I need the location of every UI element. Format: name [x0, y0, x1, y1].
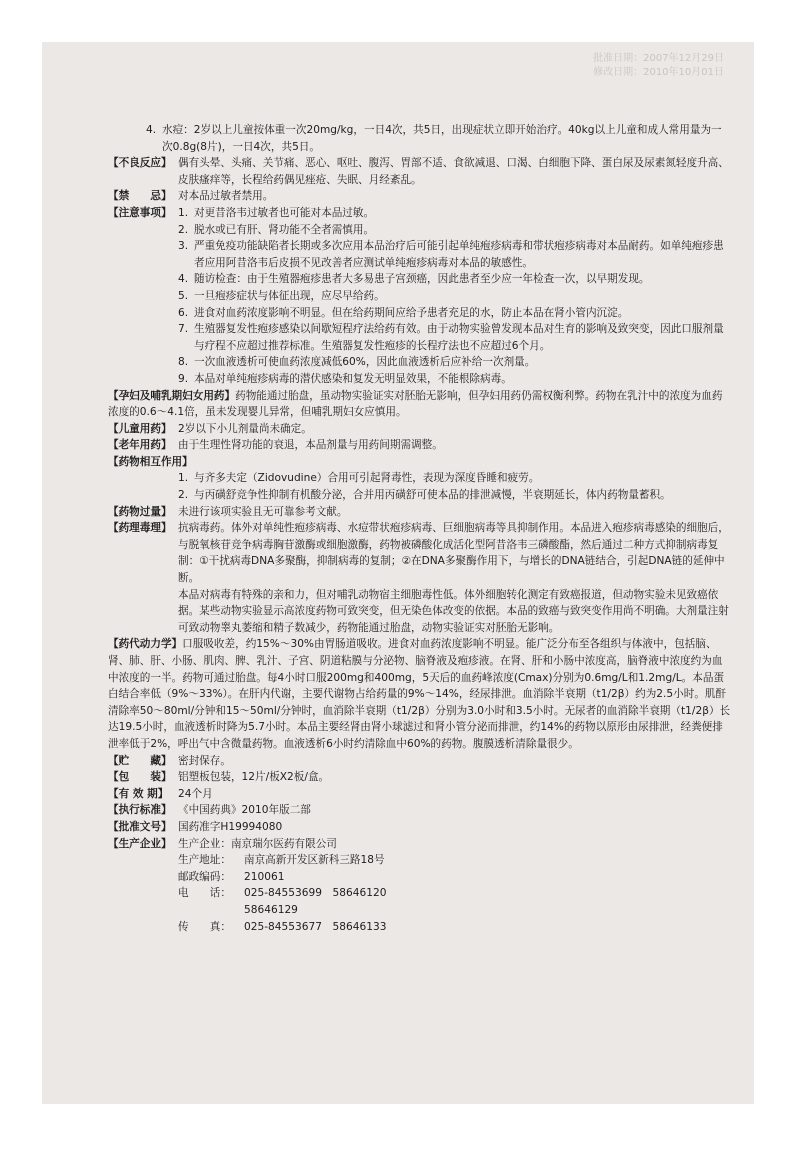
section-body: [178, 819, 732, 836]
section-label: 【药理毒理】: [108, 522, 172, 535]
section-body: [178, 155, 732, 188]
contact-key: 电 话：: [178, 887, 231, 900]
contact-value: 025-84553699 58646120: [244, 887, 387, 900]
section-body: [178, 504, 732, 521]
header-ghost-text: 批准日期：2007年12月29日 修改日期：2010年10月01日: [593, 53, 724, 78]
section-text: 铝塑板包装，12片/板X2板/盒。: [178, 771, 330, 784]
section-row: [108, 504, 732, 521]
leaflet-sections: [108, 155, 732, 852]
dosage-item-4: 4. 水痘：2岁以上儿童按体重一次20mg/kg，一日4次，共5日，出现症状立即开始治疗。40kg以上儿童和成人常用量为一次0.8g(8片)，一日4次，共5日。: [146, 124, 722, 153]
section-body: [178, 786, 732, 803]
section-body: [178, 753, 732, 770]
section-row: [108, 520, 732, 636]
section-label: 【有 效 期】: [108, 787, 169, 800]
list-item-text: 与齐多夫定（Zidovudine）合用可引起肾毒性，表现为深度昏睡和疲劳。: [194, 472, 540, 485]
list-item-text: 与丙磺舒竞争性抑制有机酸分泌，合并用丙磺舒可使本品的排泄减慢，半衰期延长，体内药物量蓄积。: [194, 489, 671, 502]
section-body: [178, 205, 732, 388]
section-row: [108, 205, 732, 388]
list-item-text: 本品对单纯疱疹病毒的潜伏感染和复发无明显效果，不能根除病毒。: [194, 372, 512, 385]
list-item-number: 7.: [178, 323, 189, 336]
section-row: [108, 636, 732, 752]
section-row: [108, 155, 732, 188]
list-item-text: 进食对血药浓度影响不明显。但在给药期间应给予患者充足的水，防止本品在肾小管内沉淀。: [194, 306, 629, 319]
list-item-number: 2.: [178, 489, 189, 502]
list-item: [178, 321, 732, 354]
list-item: [178, 271, 732, 288]
list-item: [178, 205, 732, 222]
contact-row: [178, 919, 732, 936]
contact-row: [178, 869, 732, 886]
contact-value: 58646129: [244, 903, 298, 916]
list-item-number: 1.: [178, 472, 189, 485]
list-item-number: 9.: [178, 372, 189, 385]
contact-value: 025-84553677 58646133: [244, 920, 387, 933]
list-item-text: 一次血液透析可使血药浓度减低60%，因此血液透析后应补给一次剂量。: [194, 356, 536, 369]
section-text: 【药代动力学】口服吸收差，约15%～30%由胃肠道吸收。进食对血药浓度影响不明显。能广泛分布至各组织与体液中，包括脑、肾、肺、肝、小肠、肌肉、脾、乳汁、子宫、阴道粘膜与分泌物、脑脊液及疱疹液。在肾、肝和小肠中浓度高，脑脊液中浓度约为血中浓度的一半。药物可通过胎盘。每4小时口服200mg和400mg，5天后的血药峰浓度(Cmax)分别为0.6mg/L和1.2mg/L。本品蛋白结合率低（9%～33%）。在肝内代谢，主要代谢物占给药量的9%～14%，经尿排泄。血消除半衰期（t1/2β）约为2.5小时。肌酐清除率50～80ml/分钟和15～50ml/分钟时，血消除半衰期（t1/2β）分别为3.0小时和3.5小时。无尿者的血消除半衰期（t1/2β）长达19.5小时，血液透析时降为5.7小时。本品主要经肾由肾小球滤过和肾小管分泌而排泄，约14%的药物以原形由尿排泄，经粪便排泄率低于2%，呼出气中含微量药物。血液透析6小时约清除血中60%的药物。腹膜透析清除量很少。: [108, 638, 731, 750]
section-text: 24个月: [178, 787, 213, 800]
section-row: [108, 470, 732, 503]
list-item: [178, 487, 732, 504]
section-text: 密封保存。: [178, 754, 231, 767]
section-text: 【孕妇及哺乳期妇女用药】药物能通过胎盘，虽动物实验证实对胚胎无影响，但孕妇用药仍需权衡利弊。药物在乳汁中的浓度为血药浓度的0.6～4.1倍，虽未发现婴儿异常，但哺乳期妇女应慎用。: [108, 389, 723, 419]
contact-key: 传 真：: [178, 920, 231, 933]
section-label: 【儿童用药】: [108, 422, 172, 435]
section-row: [108, 421, 732, 438]
section-text-more: 本品对病毒有特殊的亲和力，但对哺乳动物宿主细胞毒性低。体外细胞转化测定有致癌报道，但动物实验未见致癌依据。某些动物实验显示高浓度药物可致突变，但无染色体改变的依据。本品的致癌与致突变作用尚不明确。大剂量注射可致动物睾丸萎缩和精子数减少，药物能通过胎盘，动物实验证实对胚胎无影响。: [178, 588, 729, 634]
section-text: 2岁以下小儿剂量尚未确定。: [178, 422, 312, 435]
section-text: 未进行该项实验且无可靠参考文献。: [178, 505, 348, 518]
section-body: [178, 188, 732, 205]
section-label: 【生产企业】: [108, 837, 172, 850]
list-item: [178, 354, 732, 371]
contact-key: 生产地址：: [178, 854, 231, 867]
section-text: 国药准字H19994080: [178, 820, 283, 833]
section-body: [178, 470, 732, 503]
contact-value: 210061: [244, 870, 285, 883]
list-item: [178, 470, 732, 487]
list-item: [178, 238, 732, 271]
section-body: [178, 836, 732, 853]
section-row: [108, 388, 732, 421]
list-item: [178, 222, 732, 239]
section-label: 【批准文号】: [108, 820, 172, 833]
section-text: 对本品过敏者禁用。: [178, 190, 274, 203]
section-label: 【包 装】: [108, 771, 172, 784]
section-text: [108, 454, 732, 471]
section-label: 【老年用药】: [108, 439, 172, 452]
section-label: 【注意事项】: [108, 206, 172, 219]
list-item: [178, 305, 732, 322]
section-body: [178, 437, 732, 454]
contact-key: 邮政编码：: [178, 870, 231, 883]
list-item: [178, 288, 732, 305]
contact-row: [178, 852, 732, 869]
section-row: [108, 836, 732, 853]
list-item-text: 对更昔洛韦过敏者也可能对本品过敏。: [194, 206, 375, 219]
section-label: 【药物过量】: [108, 505, 172, 518]
section-row: [108, 786, 732, 803]
list-item-text: 脱水或已有肝、肾功能不全者需慎用。: [194, 223, 375, 236]
contact-value: 南京高新开发区新科三路18号: [244, 854, 385, 867]
section-row: [108, 188, 732, 205]
list-item-text: 随访检查：由于生殖器疱疹患者大多易患子宫颈癌，因此患者至少应一年检查一次，以早期发现。: [194, 273, 650, 286]
section-text: 《中国药典》2010年版二部: [178, 804, 311, 817]
section-label: 【药代动力学】: [108, 638, 183, 651]
section-text: 由于生理性肾功能的衰退，本品剂量与用药间期需调整。: [178, 439, 443, 452]
section-label: 【不良反应】: [108, 157, 172, 170]
section-label: [108, 470, 178, 503]
section-body: [178, 802, 732, 819]
list-item-text: 一旦疱疹症状与体征出现，应尽早给药。: [194, 289, 385, 302]
section-row: [108, 802, 732, 819]
section-label: 【孕妇及哺乳期妇女用药】: [108, 389, 236, 402]
list-item-number: 8.: [178, 356, 189, 369]
contact-row: [178, 885, 732, 902]
section-text: 抗病毒药。体外对单纯性疱疹病毒、水痘带状疱疹病毒、巨细胞病毒等具抑制作用。本品进入疱疹病毒感染的细胞后，与脱氧核苷竞争病毒胸苷激酶或细胞激酶，药物被磷酸化成活化型阿昔洛韦三磷酸酯，然后通过二种方式抑制病毒复制：①干扰病毒DNA多聚酶，抑制病毒的复制；②在DNA多聚酶作用下，与增长的DNA链结合，引起DNA链的延伸中断。: [178, 522, 729, 585]
list-item-text: 生殖器复发性疱疹感染以间歇短程疗法给药有效。由于动物实验曾发现本品对生育的影响及致突变，因此口服剂量与疗程不应超过推荐标准。生殖器复发性疱疹的长程疗法也不应超过6个月。: [194, 323, 724, 352]
contact-key: [178, 902, 244, 919]
contact-block: [108, 852, 732, 935]
section-body: [178, 769, 732, 786]
section-row: [108, 454, 732, 471]
list-item-number: 2.: [178, 223, 189, 236]
section-row: [108, 753, 732, 770]
list-item-number: 6.: [178, 306, 189, 319]
section-row: [108, 769, 732, 786]
section-text: 偶有头晕、头痛、关节痛、恶心、呕吐、腹泻、胃部不适、食欲减退、口渴、白细胞下降、蛋白尿及尿素氮轻度升高、皮肤瘙痒等，长程给药偶见痤疮、失眠、月经紊乱。: [178, 157, 729, 186]
section-body: [178, 421, 732, 438]
section-label: 【执行标准】: [108, 804, 172, 817]
section-text: 生产企业：南京瑞尔医药有限公司: [178, 837, 337, 850]
section-row: [108, 437, 732, 454]
section-label: 【禁 忌】: [108, 190, 172, 203]
list-item-number: 4.: [178, 273, 189, 286]
leaflet-page: [42, 42, 754, 1104]
section-body: [178, 520, 732, 636]
contact-row: [178, 902, 732, 919]
list-item-number: 1.: [178, 206, 189, 219]
list-item-number: 5.: [178, 289, 189, 302]
list-item: [178, 371, 732, 388]
section-row: [108, 819, 732, 836]
list-item-text: 严重免疫功能缺陷者长期或多次应用本品治疗后可能引起单纯疱疹病毒和带状疱疹病毒对本品耐药。如单纯疱疹患者应用阿昔洛韦后皮损不见改善者应测试单纯疱疹病毒对本品的敏感性。: [194, 240, 724, 269]
section-label: 【药物相互作用】: [108, 455, 193, 468]
section-label: 【贮 藏】: [108, 754, 172, 767]
list-item-number: 3.: [178, 240, 189, 253]
